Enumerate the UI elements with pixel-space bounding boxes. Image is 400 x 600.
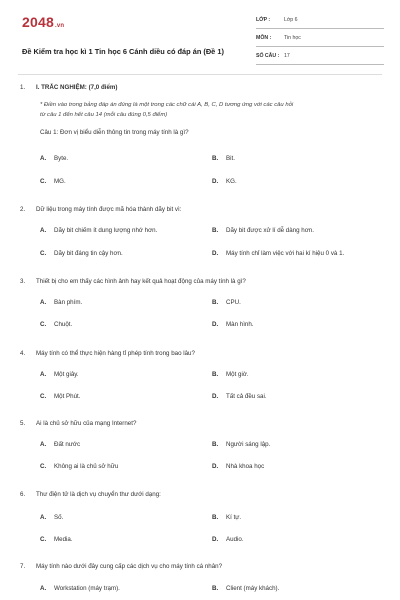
option-text: MG. bbox=[54, 178, 66, 185]
option-text: Client (máy khách). bbox=[226, 585, 280, 592]
option-b[interactable] bbox=[212, 227, 314, 234]
option-c[interactable] bbox=[40, 536, 73, 543]
option-d[interactable] bbox=[212, 250, 344, 257]
option-a[interactable] bbox=[40, 371, 79, 378]
question-text: Thiết bị cho em thấy các hình ảnh hay kết quả hoạt động của máy tính là gì? bbox=[36, 278, 246, 285]
meta-row-subject bbox=[256, 32, 384, 47]
option-text: Dãy bit đáng tin cậy hơn. bbox=[54, 250, 123, 257]
option-text: Một giây. bbox=[54, 371, 79, 378]
option-key: D. bbox=[212, 463, 219, 470]
option-key: A. bbox=[40, 371, 47, 378]
meta-value: 17 bbox=[284, 53, 290, 59]
option-a[interactable] bbox=[40, 441, 80, 448]
option-text: Chuột. bbox=[54, 321, 73, 328]
option-d[interactable] bbox=[212, 536, 244, 543]
option-text: Bàn phím. bbox=[54, 299, 83, 306]
option-key: C. bbox=[40, 393, 47, 400]
option-key: B. bbox=[212, 441, 219, 448]
logo-suffix: .vn bbox=[54, 23, 65, 29]
option-text: Không ai là chủ sở hữu bbox=[54, 463, 119, 470]
header-divider bbox=[18, 74, 382, 75]
option-text: Máy tính chỉ làm việc với hai kí hiệu 0 và 1. bbox=[226, 250, 345, 257]
option-key: C. bbox=[40, 536, 47, 543]
instruction-line: * Điền vào trong bảng đáp án đúng là một trong các chữ cái A, B, C, D tương ứng với các câu hỏi bbox=[40, 102, 294, 108]
option-c[interactable] bbox=[40, 178, 66, 185]
instruction-line: từ câu 1 đến hết câu 14 (mỗi câu đúng 0,5 điểm) bbox=[40, 112, 168, 118]
meta-info bbox=[256, 14, 384, 68]
question-7 bbox=[20, 563, 380, 599]
option-key: A. bbox=[40, 299, 47, 306]
option-text: Media. bbox=[54, 536, 73, 543]
option-key: A. bbox=[40, 227, 47, 234]
option-a[interactable] bbox=[40, 299, 82, 306]
option-text: Bit. bbox=[226, 155, 235, 162]
option-d[interactable] bbox=[212, 178, 237, 185]
option-b[interactable] bbox=[212, 155, 235, 162]
option-text: Nhà khoa học bbox=[226, 463, 265, 470]
option-b[interactable] bbox=[212, 299, 241, 306]
option-key: A. bbox=[40, 514, 47, 521]
question-number: 3. bbox=[20, 278, 26, 285]
meta-key: MÔN : bbox=[256, 35, 272, 41]
option-key: A. bbox=[40, 585, 47, 592]
question-text: Máy tính nào dưới đây cung cấp các dịch vụ cho máy tính cá nhân? bbox=[36, 563, 223, 570]
option-key: B. bbox=[212, 514, 219, 521]
option-key: B. bbox=[212, 585, 219, 592]
option-c[interactable] bbox=[40, 393, 80, 400]
option-key: B. bbox=[212, 155, 219, 162]
option-c[interactable] bbox=[40, 250, 123, 257]
option-key: D. bbox=[212, 250, 219, 257]
option-text: Dãy bit được xử lí dễ dàng hơn. bbox=[226, 227, 314, 234]
question-3 bbox=[20, 278, 380, 338]
question-number: 4. bbox=[20, 350, 26, 357]
option-c[interactable] bbox=[40, 321, 72, 328]
question-text: I. TRẮC NGHIỆM: (7,0 điểm) bbox=[36, 84, 118, 91]
option-d[interactable] bbox=[212, 321, 254, 328]
option-key: A. bbox=[40, 155, 47, 162]
option-a[interactable] bbox=[40, 585, 120, 592]
option-text: Đất nước bbox=[54, 441, 81, 448]
option-text: Byte. bbox=[54, 155, 69, 162]
option-a[interactable] bbox=[40, 514, 63, 521]
option-key: B. bbox=[212, 371, 219, 378]
option-text: Tất cả đều sai. bbox=[226, 393, 267, 400]
option-key: D. bbox=[212, 321, 219, 328]
option-b[interactable] bbox=[212, 371, 249, 378]
question-number: 7. bbox=[20, 563, 26, 570]
option-key: C. bbox=[40, 178, 47, 185]
question-5 bbox=[20, 420, 380, 480]
option-key: D. bbox=[212, 178, 219, 185]
option-text: Màn hình. bbox=[226, 321, 254, 328]
question-2 bbox=[20, 206, 380, 266]
question-text: Dữ liệu trong máy tính được mã hóa thành dãy bit vì: bbox=[36, 206, 182, 213]
option-text: Audio. bbox=[226, 536, 244, 543]
document-title: Đề Kiểm tra học kì 1 Tin học 6 Cánh diều có đáp án (Đề 1) bbox=[22, 47, 224, 56]
meta-value: Lớp 6 bbox=[284, 17, 298, 23]
meta-value: Tin học bbox=[284, 35, 301, 41]
option-key: D. bbox=[212, 393, 219, 400]
option-text: Số. bbox=[54, 514, 64, 521]
sub-question: Câu 1: Đơn vị biểu diễn thông tin trong máy tính là gì? bbox=[40, 129, 189, 136]
option-text: Một giờ. bbox=[226, 371, 249, 378]
option-key: B. bbox=[212, 227, 219, 234]
option-d[interactable] bbox=[212, 393, 267, 400]
option-key: C. bbox=[40, 250, 47, 257]
question-text: Thư điện tử là dịch vụ chuyển thư dưới dạng: bbox=[36, 491, 161, 498]
option-a[interactable] bbox=[40, 227, 157, 234]
option-text: Workstation (máy trạm). bbox=[54, 585, 120, 592]
question-number: 1. bbox=[20, 84, 26, 91]
option-key: A. bbox=[40, 441, 47, 448]
option-text: Người sáng lập. bbox=[226, 441, 271, 448]
option-key: D. bbox=[212, 536, 219, 543]
option-b[interactable] bbox=[212, 514, 241, 521]
question-number: 2. bbox=[20, 206, 26, 213]
logo-text: 2048 bbox=[22, 14, 54, 30]
option-d[interactable] bbox=[212, 463, 264, 470]
option-key: C. bbox=[40, 321, 47, 328]
option-text: Kí tự. bbox=[226, 514, 242, 521]
document-header bbox=[20, 14, 380, 66]
option-c[interactable] bbox=[40, 463, 118, 470]
question-text: Ai là chủ sở hữu của mạng Internet? bbox=[36, 420, 137, 427]
question-1 bbox=[20, 84, 380, 184]
question-text: Máy tính có thể thực hiện hàng tỉ phép tính trong bao lâu? bbox=[36, 350, 195, 357]
option-a[interactable] bbox=[40, 155, 68, 162]
meta-key: SỐ CÂU : bbox=[256, 53, 280, 59]
site-logo[interactable] bbox=[22, 14, 64, 30]
meta-row-count bbox=[256, 50, 384, 65]
question-number: 5. bbox=[20, 420, 26, 427]
option-text: KG. bbox=[226, 178, 237, 185]
question-number: 6. bbox=[20, 491, 26, 498]
meta-row-class bbox=[256, 14, 384, 29]
option-key: B. bbox=[212, 299, 219, 306]
option-text: Một Phút. bbox=[54, 393, 81, 400]
question-4 bbox=[20, 350, 380, 410]
meta-key: LỚP : bbox=[256, 17, 271, 23]
question-6 bbox=[20, 491, 380, 551]
option-text: Dãy bit chiếm ít dung lượng nhớ hơn. bbox=[54, 227, 158, 234]
option-b[interactable] bbox=[212, 441, 270, 448]
option-text: CPU. bbox=[226, 299, 241, 306]
option-key: C. bbox=[40, 463, 47, 470]
option-b[interactable] bbox=[212, 585, 279, 592]
